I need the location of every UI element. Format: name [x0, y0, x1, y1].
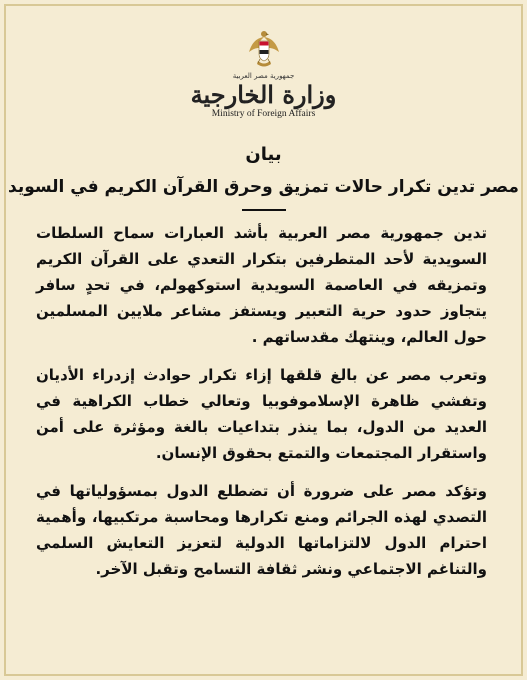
paragraph-2: وتعرب مصر عن بالغ قلقها إزاء تكرار حوادث إزدراء الأديان وتفشي ظاهرة الإسلاموفوبيا وتعالي خطاب الكراهية في العديد من الدول، بما ينذر بتداعيات بالغة ومؤثرة على أمن واستقرار المجتمعات والتمتع بحقوق الإنسان.: [36, 366, 487, 462]
paragraph-3: وتؤكد مصر على ضرورة أن تضطلع الدول بمسؤولياتها في التصدي لهذه الجرائم ومنع تكرارها ومحاسبة مرتكبيها، وأهمية احترام الدول لالتزاماتها الدولية لتعزيز التعايش السلمي والتناغم الاجتماعي ونشر ثقافة التسامح وتقبل الآخر.: [36, 482, 487, 578]
paragraph-1: تدين جمهورية مصر العربية بأشد العبارات سماح السلطات السويدية لأحد المتطرفين بتكرار التعدي على القرآن الكريم وتمزيقه في العاصمة السويدية استوكهولم، في تحدٍ سافر يتجاوز حدود حرية التعبير ويستفز مشاعر ملايين المسلمين حول العالم، وينتهك مقدساتهم .: [36, 224, 487, 346]
statement-title: مصر تدين تكرار حالات تمزيق وحرق القرآن الكريم في السويد: [8, 177, 519, 197]
statement-heading: [0, 143, 527, 201]
ministry-name-arabic: وزارة الخارجية: [190, 80, 337, 109]
letterhead: [0, 28, 527, 119]
statement-label: بيان: [245, 144, 282, 165]
statement-body: [36, 220, 487, 594]
egypt-eagle-emblem-icon: [247, 28, 281, 70]
country-name: جمهورية مصر العربية: [232, 72, 295, 80]
title-divider: [242, 209, 286, 211]
ministry-name-english: Ministry of Foreign Affairs: [211, 109, 316, 119]
